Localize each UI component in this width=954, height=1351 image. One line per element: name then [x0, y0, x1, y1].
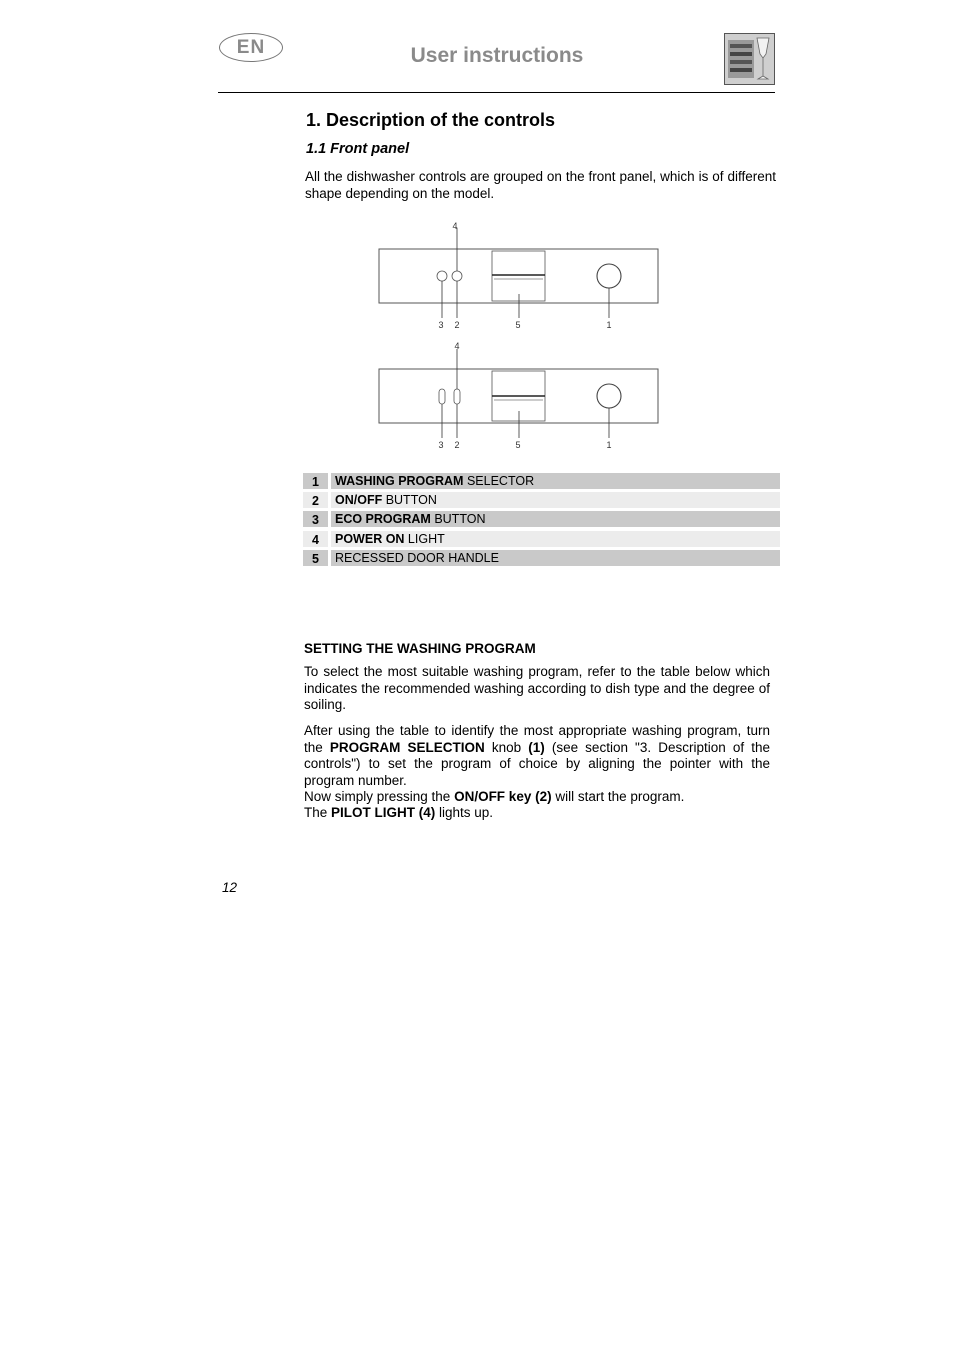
after-table-paragraph: After using the table to identify the most appropriate washing program, turn the PROGRAM SELECTION knob (1) (see section "3. Description of the controls") to set the program of choice by aligning the pointer with the program number.: [304, 723, 770, 788]
legend-row: [303, 511, 780, 527]
legend-row: [303, 531, 780, 547]
legend-label: ECO PROGRAM BUTTON: [331, 511, 780, 527]
legend-label: WASHING PROGRAM SELECTOR: [331, 473, 780, 489]
intro-paragraph: All the dishwasher controls are grouped on the front panel, which is of different shape depending on the model.: [305, 169, 776, 201]
legend-label: POWER ON LIGHT: [331, 531, 780, 547]
program-knob-a: [597, 264, 621, 288]
legend-label: ON/OFF BUTTON: [331, 492, 780, 508]
program-knob-b: [597, 384, 621, 408]
callout-2-a: 2: [454, 320, 460, 330]
setting-program-title: SETTING THE WASHING PROGRAM: [304, 641, 536, 656]
legend-row: [303, 492, 780, 508]
eco-button-oval: [439, 389, 445, 404]
callout-1-b: 1: [606, 440, 612, 450]
start-program-line: Now simply pressing the ON/OFF key (2) will start the program.: [304, 789, 685, 804]
subsection-heading: 1.1 Front panel: [306, 141, 410, 157]
legend-number: 2: [303, 492, 328, 508]
front-panel-diagram: [370, 215, 670, 460]
legend-number: 4: [303, 531, 328, 547]
onoff-button-round: [452, 271, 462, 281]
dishwasher-glass-icon: [724, 33, 775, 85]
select-program-paragraph: To select the most suitable washing program, refer to the table below which indicates the recommended washing according to dish type and the degree of soiling.: [304, 664, 770, 712]
legend-label: RECESSED DOOR HANDLE: [331, 550, 780, 566]
callout-3-a: 3: [438, 320, 444, 330]
legend-row: [303, 550, 780, 566]
controls-legend-table: [303, 473, 780, 569]
panel-variant-b: [379, 341, 658, 450]
eco-button-round: [437, 271, 447, 281]
legend-number: 5: [303, 550, 328, 566]
door-handle-a: [492, 251, 545, 301]
callout-2-b: 2: [454, 440, 460, 450]
legend-row: [303, 473, 780, 489]
callout-4-b: 4: [454, 341, 460, 351]
page-number: 12: [222, 880, 238, 895]
callout-5-b: 5: [515, 440, 521, 450]
onoff-button-oval: [454, 389, 460, 404]
panel-variant-a: [379, 221, 658, 330]
callout-1-a: 1: [606, 320, 612, 330]
legend-number: 3: [303, 511, 328, 527]
header-divider: [218, 92, 775, 93]
pilot-light-line: The PILOT LIGHT (4) lights up.: [304, 805, 494, 820]
callout-4-a: 4: [452, 221, 458, 231]
language-badge: EN: [219, 33, 283, 62]
page-header-title: User instructions: [410, 44, 584, 67]
callout-3-b: 3: [438, 440, 444, 450]
legend-number: 1: [303, 473, 328, 489]
section-heading: 1. Description of the controls: [306, 110, 556, 130]
callout-5-a: 5: [515, 320, 521, 330]
